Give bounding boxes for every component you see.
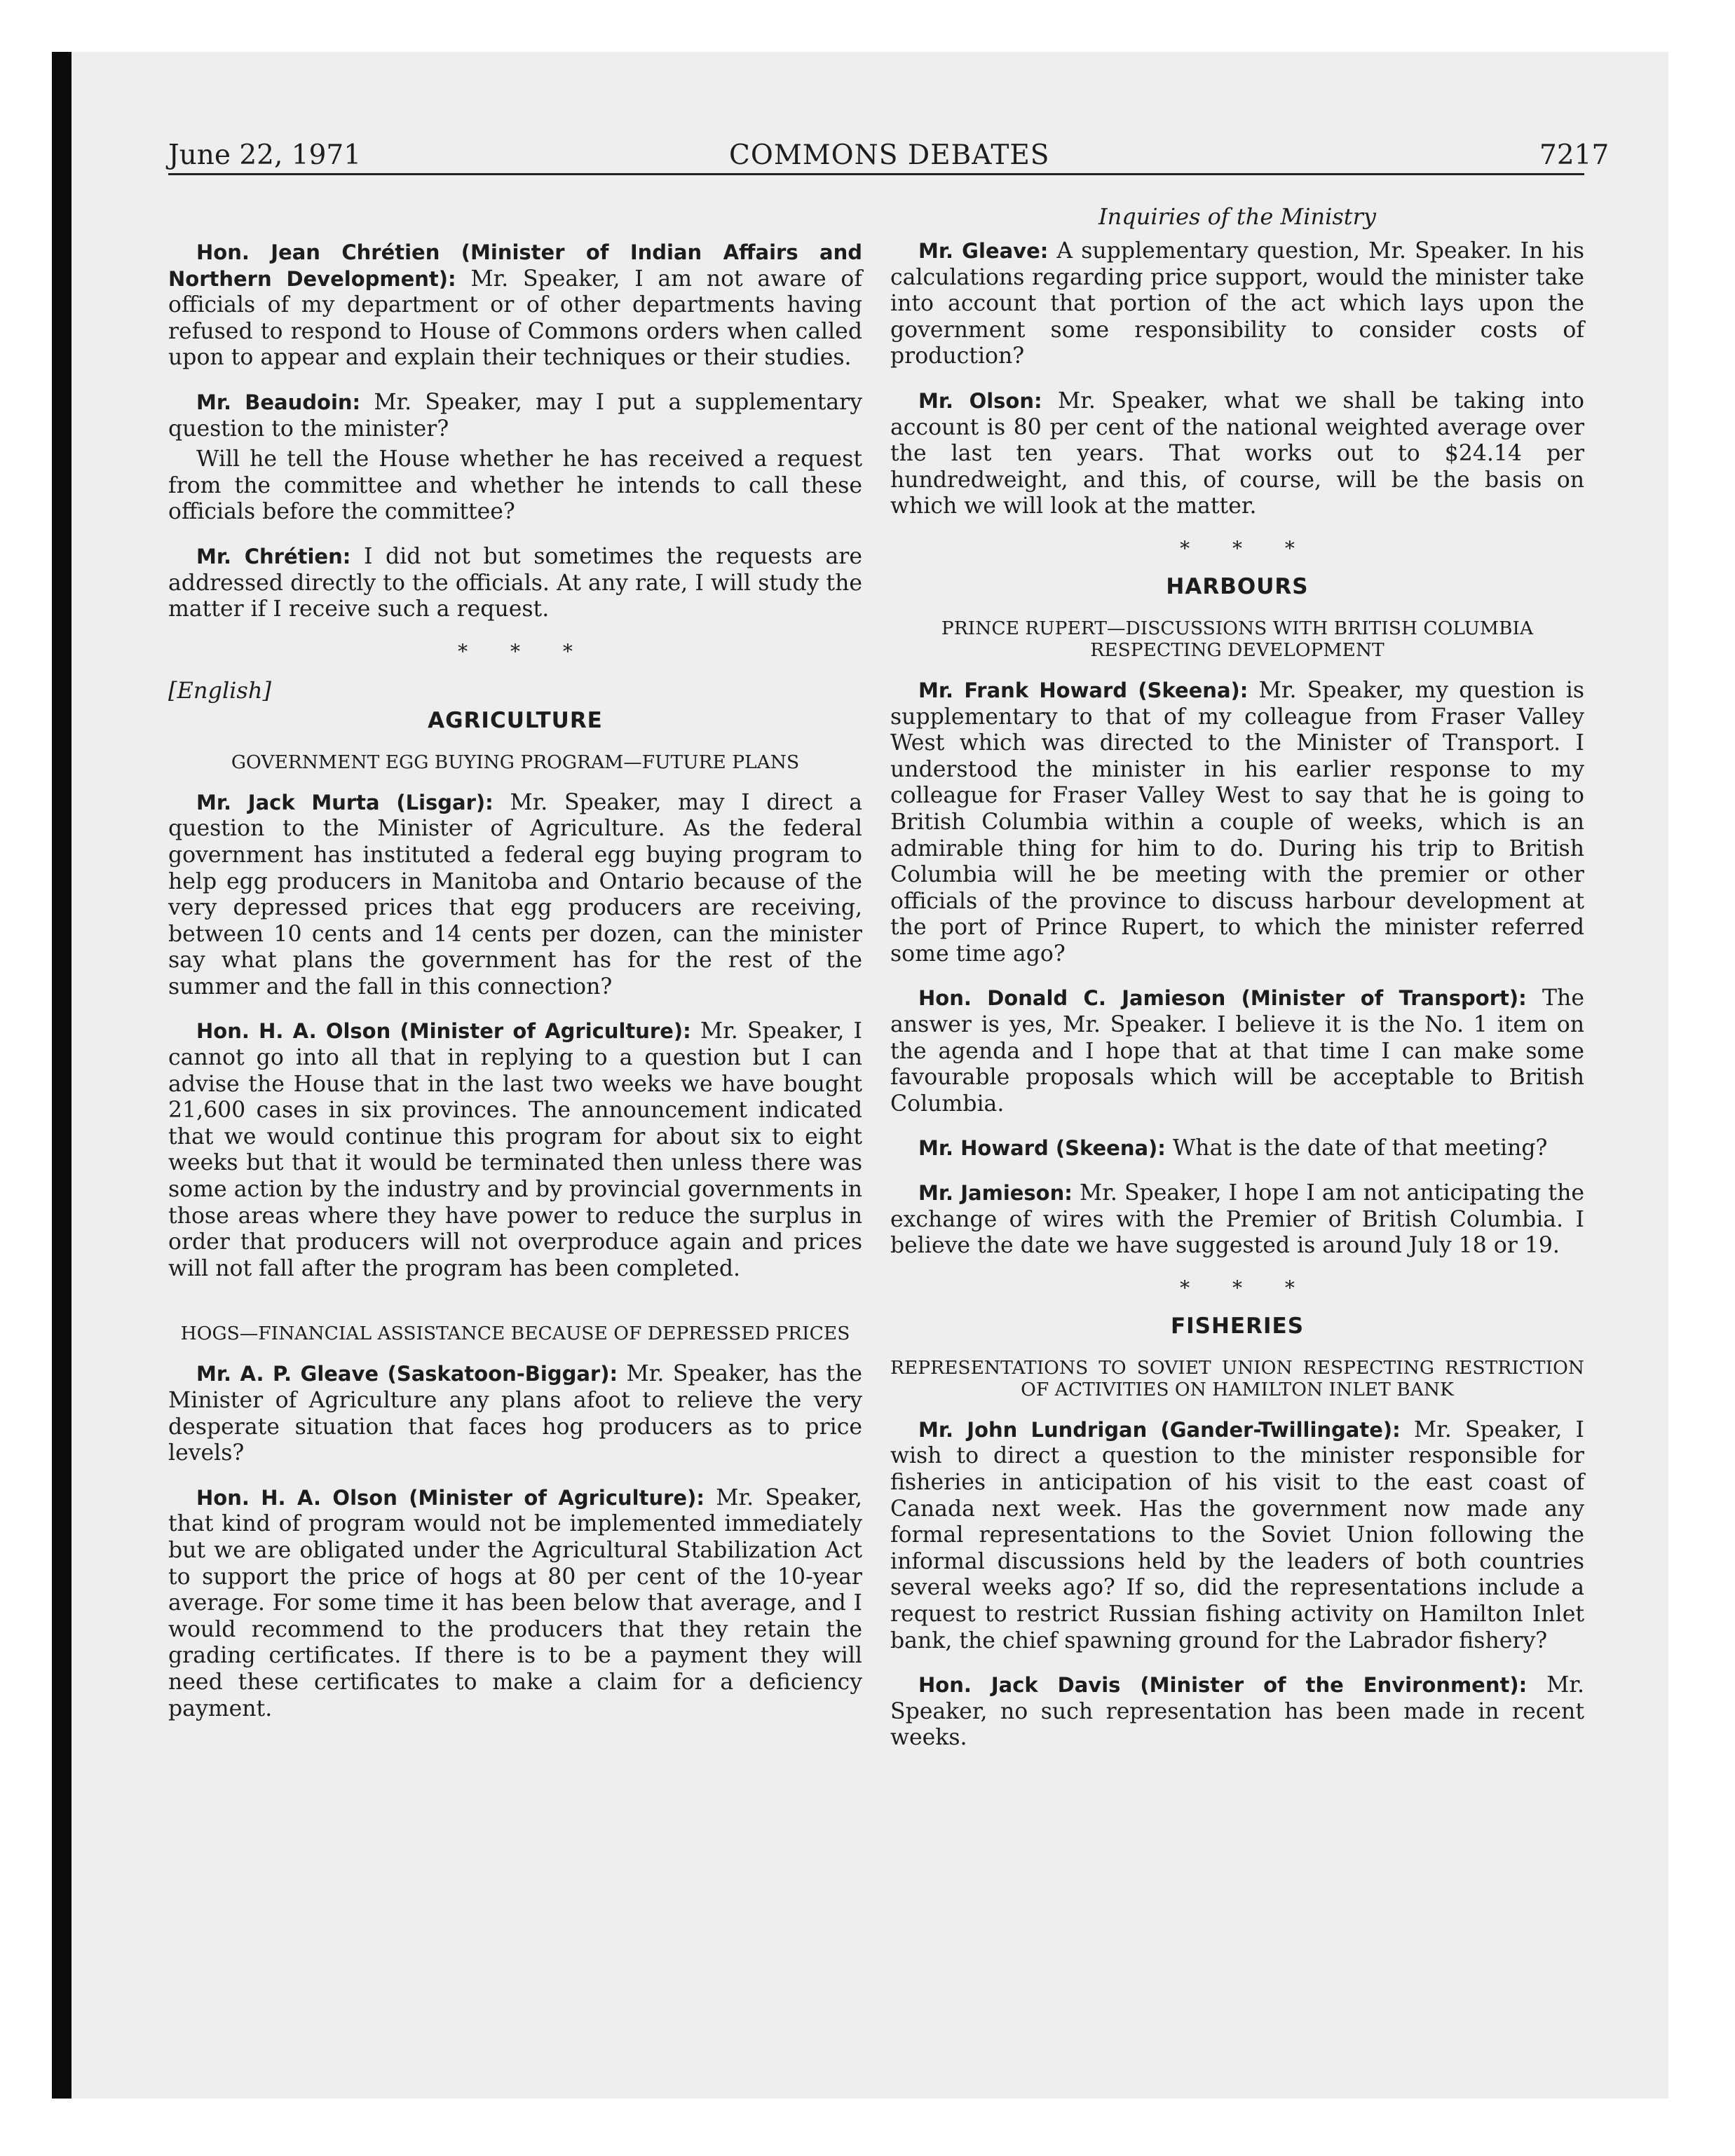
speech-text: A supplementary question, Mr. Speaker. In his calculations regarding price support, would the minister take into account that portion of the act which lays upon the government some responsibility to consider costs of production?: [890, 238, 1584, 369]
speaker-name: Mr. Olson:: [918, 388, 1042, 413]
speech-text: Mr. Speaker, my question is supplementary to that of my colleague from Fraser Valley West which was directed to the Minister of Transport. I understood the minister in his earlier response to my colleague for Fraser Valley West to say that he is going to British Columbia within a couple of weeks, which is an admirable thing for him to do. During his trip to British Columbia will he be meeting with the premier or other officials of the province to discuss harbour development at the port of Prince Rupert, to which the minister referred some time ago?: [890, 677, 1584, 967]
subheading-prince-rupert: PRINCE RUPERT—DISCUSSIONS WITH BRITISH COLUMBIA RESPECTING DEVELOPMENT: [941, 617, 1534, 661]
header-page-number: 7217: [1539, 139, 1610, 171]
speaker-name: Mr. Chrétien:: [196, 544, 351, 568]
speech-text: What is the date of that meeting?: [1172, 1135, 1548, 1161]
paragraph-beaudoin-continued: [168, 446, 862, 526]
paragraph-olson-average: [890, 388, 1584, 520]
paragraph-jamieson-answer: [890, 985, 1584, 1117]
heading-agriculture: AGRICULTURE: [428, 707, 603, 733]
section-separator: * * *: [458, 639, 591, 663]
subheading-soviet-union: REPRESENTATIONS TO SOVIET UNION RESPECTING RESTRICTION OF ACTIVITIES ON HAMILTON INLET BANK: [890, 1356, 1584, 1400]
speaker-name: Mr. John Lundrigan (Gander-Twillingate):: [918, 1417, 1401, 1442]
speaker-name: Hon. Jack Davis (Minister of the Environment):: [918, 1673, 1528, 1698]
speech-text: Mr. Speaker, I am not aware of officials of my department or of other departments having refused to respond to House of Commons orders when called upon to appear and explain their techniques or their studies.: [168, 266, 863, 371]
paragraph-chretien-reply: [168, 240, 862, 371]
speaker-name: Mr. Jack Murta (Lisgar):: [196, 790, 494, 814]
heading-fisheries: FISHERIES: [1170, 1313, 1305, 1339]
speaker-name: Mr. Beaudoin:: [196, 390, 361, 414]
left-column: [168, 203, 862, 1722]
speaker-name: Mr. Howard (Skeena):: [918, 1136, 1166, 1161]
speech-text: I did not but sometimes the requests are addressed directly to the officials. At any rate, I will study the matter if I receive such a request.: [168, 543, 862, 622]
speech-text: Mr. Speaker, may I direct a question to the Minister of Agriculture. As the federal government has instituted a federal egg buying program to help egg producers in Manitoba and Ontario because of the very depressed prices that egg producers are receiving, between 10 cents and 14 cents per dozen, can the minister say what plans the government has for the rest of the summer and the fall in this connection?: [168, 789, 863, 999]
right-column: [890, 203, 1584, 1752]
header-rule: [168, 173, 1584, 175]
speaker-name: Hon. H. A. Olson (Minister of Agriculture):: [196, 1485, 705, 1510]
speaker-name: Mr. A. P. Gleave (Saskatoon-Biggar):: [196, 1362, 618, 1386]
heading-harbours: HARBOURS: [1166, 573, 1309, 599]
scan-binding-edge: [52, 52, 72, 2099]
speaker-name: Hon. Donald C. Jamieson (Minister of Transport):: [918, 986, 1527, 1011]
section-rubric: Inquiries of the Ministry: [1098, 203, 1376, 230]
speech-text: Mr. Speaker, has the Minister of Agriculture any plans afoot to relieve the very desperate situation that faces hog producers as to price levels?: [168, 1361, 863, 1466]
speaker-name: Mr. Gleave:: [918, 239, 1049, 263]
speech-text: Mr. Speaker, I wish to direct a question to the minister responsible for fisheries in anticipation of his visit to the east coast of Canada next week. Has the government now made any formal representations to the Soviet Union following the informal discussions held by the leaders of both countries several weeks ago? If so, did the representations include a request to restrict Russian fishing activity on Hamilton Inlet bank, the chief spawning ground for the Labrador fishery?: [890, 1417, 1585, 1653]
paragraph-howard-date: [890, 1135, 1584, 1162]
speaker-name: Mr. Frank Howard (Skeena):: [918, 678, 1248, 702]
speech-text: Mr. Speaker, no such representation has been made in recent weeks.: [890, 1672, 1584, 1751]
paragraph-davis: [890, 1672, 1584, 1752]
speech-text: Will he tell the House whether he has received a request from the committee and whether he intends to call these officials before the committee?: [168, 446, 862, 525]
speech-text: Mr. Speaker, I cannot go into all that in replying to a question but I can advise the House that in the last two weeks we have bought 21,600 cases in six provinces. The announcement indicated that we would continue this program for about six to eight weeks but that it would be terminated then unless there was some action by the industry and by provincial governments in those areas where they have power to reduce the surplus in order that producers will not overproduce again and prices will not fall after the program has been completed.: [168, 1018, 863, 1281]
speech-text: Mr. Speaker, that kind of program would not be implemented immediately but we are obligated under the Agricultural Stabilization Act to support the price of hogs at 80 per cent of the 10-year average. For some time it has been below that average, and I would recommend to the producers that they retain the grading certificates. If there is to be a payment they will need these certificates to make a claim for a deficiency payment.: [168, 1485, 862, 1721]
header-date: June 22, 1971: [168, 139, 362, 171]
paragraph-chretien-answer: [168, 544, 862, 623]
paragraph-olson-eggs: [168, 1018, 862, 1282]
section-separator: * * *: [1180, 536, 1313, 560]
paragraph-jamieson-date: [890, 1180, 1584, 1260]
paragraph-beaudoin: [168, 390, 862, 442]
subheading-hogs: HOGS—FINANCIAL ASSISTANCE BECAUSE OF DEPRESSED PRICES: [180, 1323, 850, 1345]
speaker-name: Mr. Jamieson:: [918, 1181, 1073, 1206]
speech-text: Mr. Speaker, what we shall be taking into account is 80 per cent of the national weighted average over the last ten years. That works out to $24.14 per hundredweight, and this, of course, will be the basis on which we will look at the matter.: [890, 388, 1585, 519]
speech-text: Mr. Speaker, may I put a supplementary question to the minister?: [168, 389, 863, 442]
paragraph-gleave-supplementary: [890, 238, 1584, 370]
paragraph-lundrigan: [890, 1417, 1584, 1654]
speaker-name: Hon. H. A. Olson (Minister of Agriculture):: [196, 1019, 691, 1044]
paragraph-murta: [168, 790, 862, 1001]
speech-text: The answer is yes, Mr. Speaker. I believe it is the No. 1 item on the agenda and I hope that at that time I can make some favourable proposals which will be acceptable to British Columbia.: [890, 985, 1584, 1117]
paragraph-howard: [890, 678, 1584, 968]
section-separator: * * *: [1180, 1276, 1313, 1299]
header-title: COMMONS DEBATES: [729, 139, 1050, 171]
paragraph-olson-hogs: [168, 1485, 862, 1722]
subheading-egg-program: GOVERNMENT EGG BUYING PROGRAM—FUTURE PLANS: [231, 751, 800, 773]
speech-text: Mr. Speaker, I hope I am not anticipating the exchange of wires with the Premier of British Columbia. I believe the date we have suggested is around July 18 or 19.: [890, 1180, 1584, 1259]
language-note: [English]: [168, 676, 271, 704]
speaker-name: Hon. Jean Chrétien (Minister of Indian Affairs and Northern Development):: [168, 240, 862, 291]
paragraph-gleave: [168, 1361, 862, 1466]
